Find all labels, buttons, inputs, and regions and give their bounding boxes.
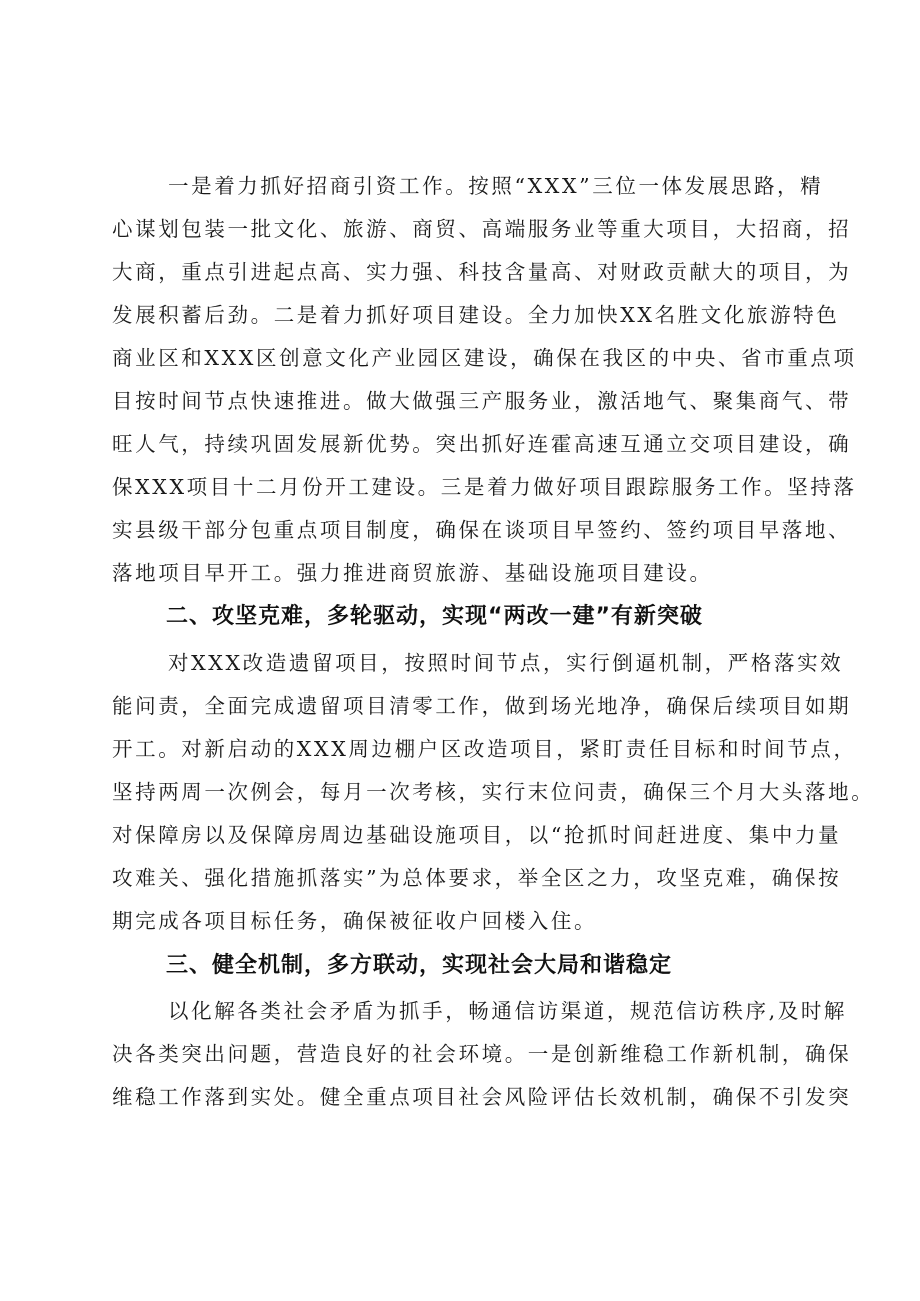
paragraph-1-line-10: 落地项目早开工。强力推进商贸旅游、基础设施项目建设。 [112, 561, 713, 585]
paragraph-2-line-3: 开工。对新启动的XXX周边棚户区改造项目，紧盯责任目标和时间节点， [112, 737, 857, 761]
paragraph-1-line-6: 目按时间节点快速推进。做大做强三产服务业，激活地气、聚集商气、带 [112, 389, 852, 413]
paragraph-2-line-2: 能问责，全面完成遗留项目清零工作，做到场光地净，确保后续项目如期 [112, 694, 852, 718]
paragraph-1-line-7: 旺人气，持续巩固发展新优势。突出抓好连霍高速互通立交项目建设，确 [112, 432, 852, 456]
paragraph-2-line-1: 对XXX改造遗留项目，按照时间节点，实行倒逼机制，严格落实效 [168, 651, 844, 675]
paragraph-2-line-7: 期完成各项目标任务，确保被征收户回楼入住。 [112, 909, 598, 933]
paragraph-1-line-2: 心谋划包装一批文化、旅游、商贸、高端服务业等重大项目，大招商，招 [112, 217, 852, 241]
paragraph-1-line-4: 发展积蓄后劲。二是着力抓好项目建设。全力加快XX名胜文化旅游特色 [112, 303, 840, 327]
paragraph-1-line-9: 实县级干部分包重点项目制度，确保在谈项目早签约、签约项目早落地、 [112, 518, 852, 542]
paragraph-3-line-3: 维稳工作落到实处。健全重点项目社会风险评估长效机制，确保不引发突 [112, 1085, 852, 1109]
paragraph-2-line-5: 对保障房以及保障房周边基础设施项目，以“抢抓时间赶进度、集中力量 [112, 823, 842, 847]
section-heading-3: 三、健全机制，多方联动，实现社会大局和谐稳定 [166, 953, 673, 978]
section-heading-2: 二、攻坚克难，多轮驱动，实现“两改一建”有新突破 [166, 604, 703, 629]
paragraph-3-line-2: 决各类突出问题，营造良好的社会环境。一是创新维稳工作新机制，确保 [112, 1042, 852, 1066]
paragraph-2-line-4: 坚持两周一次例会，每月一次考核，实行末位问责，确保三个月大头落地。 [112, 780, 875, 804]
paragraph-2-line-6: 攻难关、强化措施抓落实”为总体要求，举全区之力，攻坚克难，确保按 [112, 866, 842, 890]
paragraph-1-line-5: 商业区和XXX区创意文化产业园区建设，确保在我区的中央、省市重点项 [112, 346, 857, 370]
paragraph-1-line-1: 一是着力抓好招商引资工作。按照“XXX”三位一体发展思路，精 [168, 174, 824, 198]
paragraph-1-line-3: 大商，重点引进起点高、实力强、科技含量高、对财政贡献大的项目，为 [112, 260, 852, 284]
paragraph-1-line-8: 保XXX项目十二月份开工建设。三是着力做好项目跟踪服务工作。坚持落 [112, 475, 857, 499]
paragraph-3-line-1: 以化解各类社会矛盾为抓手，畅通信访渠道，规范信访秩序,及时解 [168, 999, 848, 1023]
